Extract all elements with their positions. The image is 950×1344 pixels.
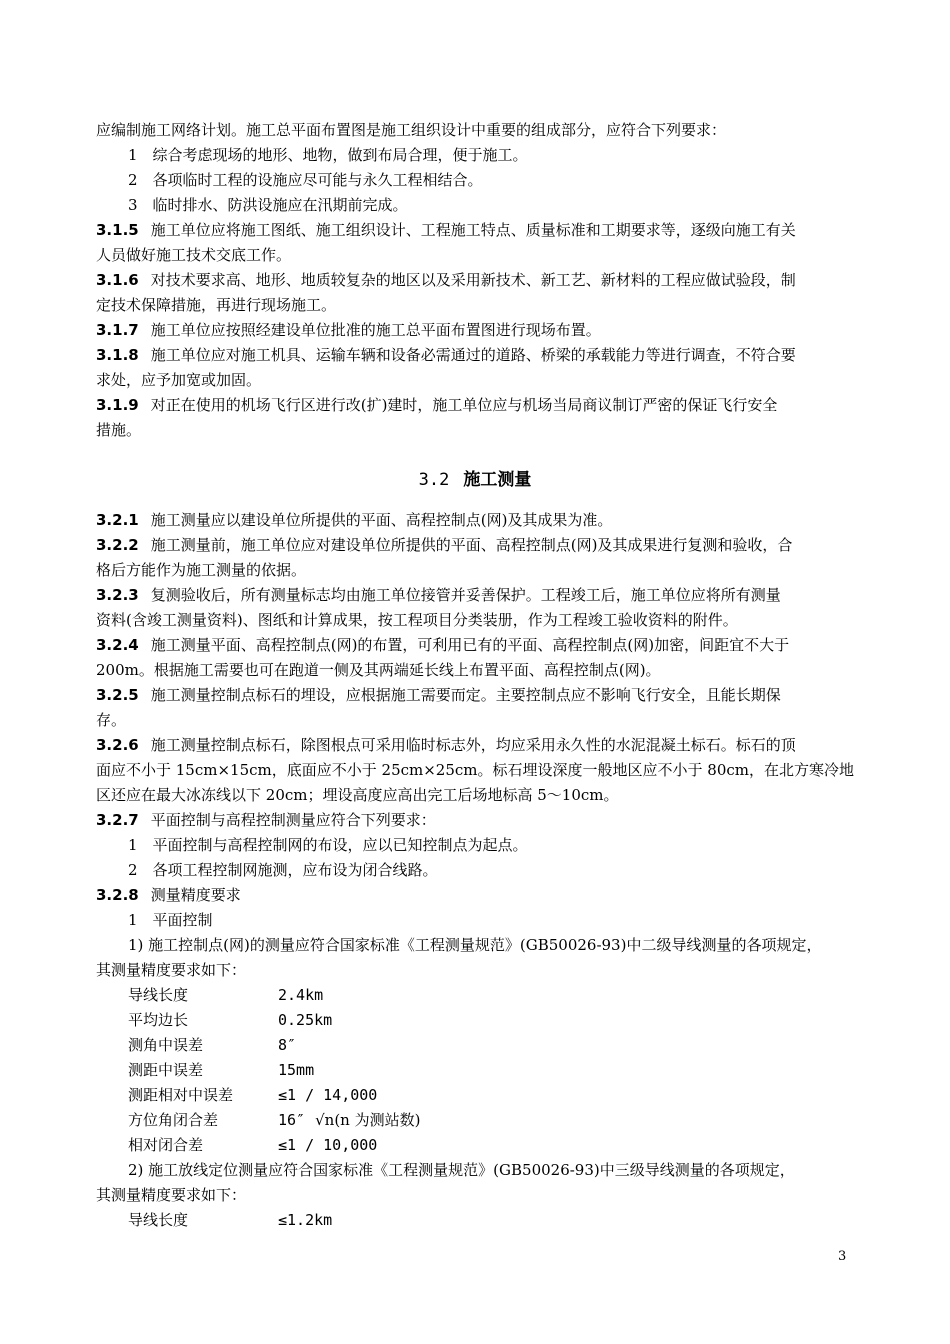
param-value: 2.4km xyxy=(278,986,324,1004)
clause-text: 施工测量控制点标石，除图根点可采用临时标志外，均应采用永久性的水泥混凝土标石。标石的顶 xyxy=(150,736,796,754)
clause-continuation: 存。 xyxy=(96,711,127,729)
clause-continuation: 定技术保障措施，再进行现场施工。 xyxy=(96,296,337,314)
clause-number: 3.2.6 xyxy=(96,736,139,754)
param-row xyxy=(128,983,323,1007)
clause-text: 施工测量前，施工单位应对建设单位所提供的平面、高程控制点(网)及其成果进行复测和验收，合 xyxy=(150,536,793,554)
clause-text: 对正在使用的机场飞行区进行改(扩)建时，施工单位应与机场当局商议制订严密的保证飞行安全 xyxy=(150,396,778,414)
clause-text: 复测验收后，所有测量标志均由施工单位接管并妥善保护。工程竣工后，施工单位应将所有测量 xyxy=(150,586,781,604)
clause-number: 3.1.7 xyxy=(96,321,139,339)
clause-continuation: 区还应在最大冰冻线以下 20cm；埋设高度应高出完工后场地标高 5～10cm。 xyxy=(96,786,619,804)
clause-3-2-2 xyxy=(96,533,856,557)
clause-3-1-8 xyxy=(96,343,856,367)
sub-item-1: 1) 施工控制点(网)的测量应符合国家标准《工程测量规范》(GB50026-93)中二级导线测量的各项规定， xyxy=(128,936,822,954)
clause-text: 施工单位应对施工机具、运输车辆和设备必需通过的道路、桥梁的承载能力等进行调查，不符合要 xyxy=(150,346,796,364)
clause-3-1-5 xyxy=(96,218,856,242)
sub-item-continuation: 其测量精度要求如下： xyxy=(96,961,247,979)
param-key: 测距中误差 xyxy=(128,1061,204,1079)
param-value: 8″ xyxy=(278,1036,297,1054)
clause-3-2-3 xyxy=(96,583,856,607)
clause-number: 3.2.5 xyxy=(96,686,139,704)
param-key: 方位角闭合差 xyxy=(128,1111,219,1129)
sub-item-continuation: 其测量精度要求如下： xyxy=(96,1186,247,1204)
section-title: 施工测量 xyxy=(463,470,532,490)
param-key: 平均边长 xyxy=(128,1011,189,1029)
param-row xyxy=(128,1083,377,1107)
param-value: ≤1 / 14,000 xyxy=(278,1086,378,1104)
clause-continuation: 求处，应予加宽或加固。 xyxy=(96,371,262,389)
section-heading xyxy=(0,467,950,493)
clause-continuation: 面应不小于 15cm×15cm，底面应不小于 25cm×25cm。标石埋设深度一般地区应不小于 80cm，在北方寒冷地 xyxy=(96,761,855,779)
page-number: 3 xyxy=(838,1249,847,1264)
list-item: 1 平面控制 xyxy=(128,911,213,929)
clause-number: 3.1.6 xyxy=(96,271,139,289)
param-key: 导线长度 xyxy=(128,986,189,1004)
param-value: 16″ xyxy=(278,1111,306,1129)
clause-number: 3.2.1 xyxy=(96,511,139,529)
param-key: 导线长度 xyxy=(128,1211,189,1229)
clause-text: 施工单位应按照经建设单位批准的施工总平面布置图进行现场布置。 xyxy=(150,321,601,339)
list-item: 2 各项工程控制网施测，应布设为闭合线路。 xyxy=(128,861,438,879)
clause-3-1-6 xyxy=(96,268,856,292)
param-key: 测距相对中误差 xyxy=(128,1086,234,1104)
clause-number: 3.2.3 xyxy=(96,586,139,604)
param-row xyxy=(128,1108,420,1132)
paragraph-line: 应编制施工网络计划。施工总平面布置图是施工组织设计中重要的组成部分，应符合下列要求： xyxy=(96,121,727,139)
clause-number: 3.2.8 xyxy=(96,886,139,904)
clause-continuation: 格后方能作为施工测量的依据。 xyxy=(96,561,307,579)
clause-text: 平面控制与高程控制测量应符合下列要求： xyxy=(150,811,436,829)
param-value: 0.25km xyxy=(278,1011,333,1029)
clause-number: 3.1.9 xyxy=(96,396,139,414)
clause-number: 3.1.8 xyxy=(96,346,139,364)
sqrt-note: (n 为测站数) xyxy=(334,1111,421,1129)
list-item: 3 临时排水、防洪设施应在汛期前完成。 xyxy=(128,196,408,214)
list-item: 1 综合考虑现场的地形、地物，做到布局合理，便于施工。 xyxy=(128,146,528,164)
clause-continuation: 资料(含竣工测量资料)、图纸和计算成果，按工程项目分类装册，作为工程竣工验收资料的附件。 xyxy=(96,611,738,629)
clause-3-2-7 xyxy=(96,808,856,832)
clause-text: 测量精度要求 xyxy=(150,886,241,904)
list-item: 2 各项临时工程的设施应尽可能与永久工程相结合。 xyxy=(128,171,483,189)
clause-3-2-1 xyxy=(96,508,856,532)
clause-continuation: 措施。 xyxy=(96,421,142,439)
section-number: 3.2 xyxy=(418,470,450,490)
sqrt-symbol: √n xyxy=(315,1111,335,1129)
clause-3-2-4 xyxy=(96,633,856,657)
param-value: 15mm xyxy=(278,1061,315,1079)
param-row xyxy=(128,1133,377,1157)
param-value: ≤1.2km xyxy=(278,1211,333,1229)
clause-3-2-6 xyxy=(96,733,856,757)
clause-number: 3.2.7 xyxy=(96,811,139,829)
param-key: 测角中误差 xyxy=(128,1036,204,1054)
clause-3-1-9 xyxy=(96,393,856,417)
clause-text: 对技术要求高、地形、地质较复杂的地区以及采用新技术、新工艺、新材料的工程应做试验段，制 xyxy=(150,271,796,289)
clause-continuation: 200m。根据施工需要也可在跑道一侧及其两端延长线上布置平面、高程控制点(网)。 xyxy=(96,661,661,679)
param-row xyxy=(128,1033,296,1057)
list-item: 1 平面控制与高程控制网的布设，应以已知控制点为起点。 xyxy=(128,836,528,854)
param-row xyxy=(128,1208,332,1232)
clause-continuation: 人员做好施工技术交底工作。 xyxy=(96,246,292,264)
clause-3-2-5 xyxy=(96,683,856,707)
clause-number: 3.2.4 xyxy=(96,636,139,654)
param-row xyxy=(128,1008,332,1032)
clause-number: 3.1.5 xyxy=(96,221,139,239)
clause-text: 施工单位应将施工图纸、施工组织设计、工程施工特点、质量标准和工期要求等，逐级向施工有关 xyxy=(150,221,796,239)
sub-item-2: 2) 施工放线定位测量应符合国家标准《工程测量规范》(GB50026-93)中三级导线测量的各项规定， xyxy=(128,1161,795,1179)
clause-text: 施工测量应以建设单位所提供的平面、高程控制点(网)及其成果为准。 xyxy=(150,511,613,529)
param-key: 相对闭合差 xyxy=(128,1136,204,1154)
clause-3-1-7 xyxy=(96,318,856,342)
param-value: ≤1 / 10,000 xyxy=(278,1136,378,1154)
param-row xyxy=(128,1058,314,1082)
clause-text: 施工测量平面、高程控制点(网)的布置，可利用已有的平面、高程控制点(网)加密，间距宜不大于 xyxy=(150,636,790,654)
clause-3-2-8 xyxy=(96,883,856,907)
clause-text: 施工测量控制点标石的埋设，应根据施工需要而定。主要控制点应不影响飞行安全，且能长期保 xyxy=(150,686,781,704)
clause-number: 3.2.2 xyxy=(96,536,139,554)
